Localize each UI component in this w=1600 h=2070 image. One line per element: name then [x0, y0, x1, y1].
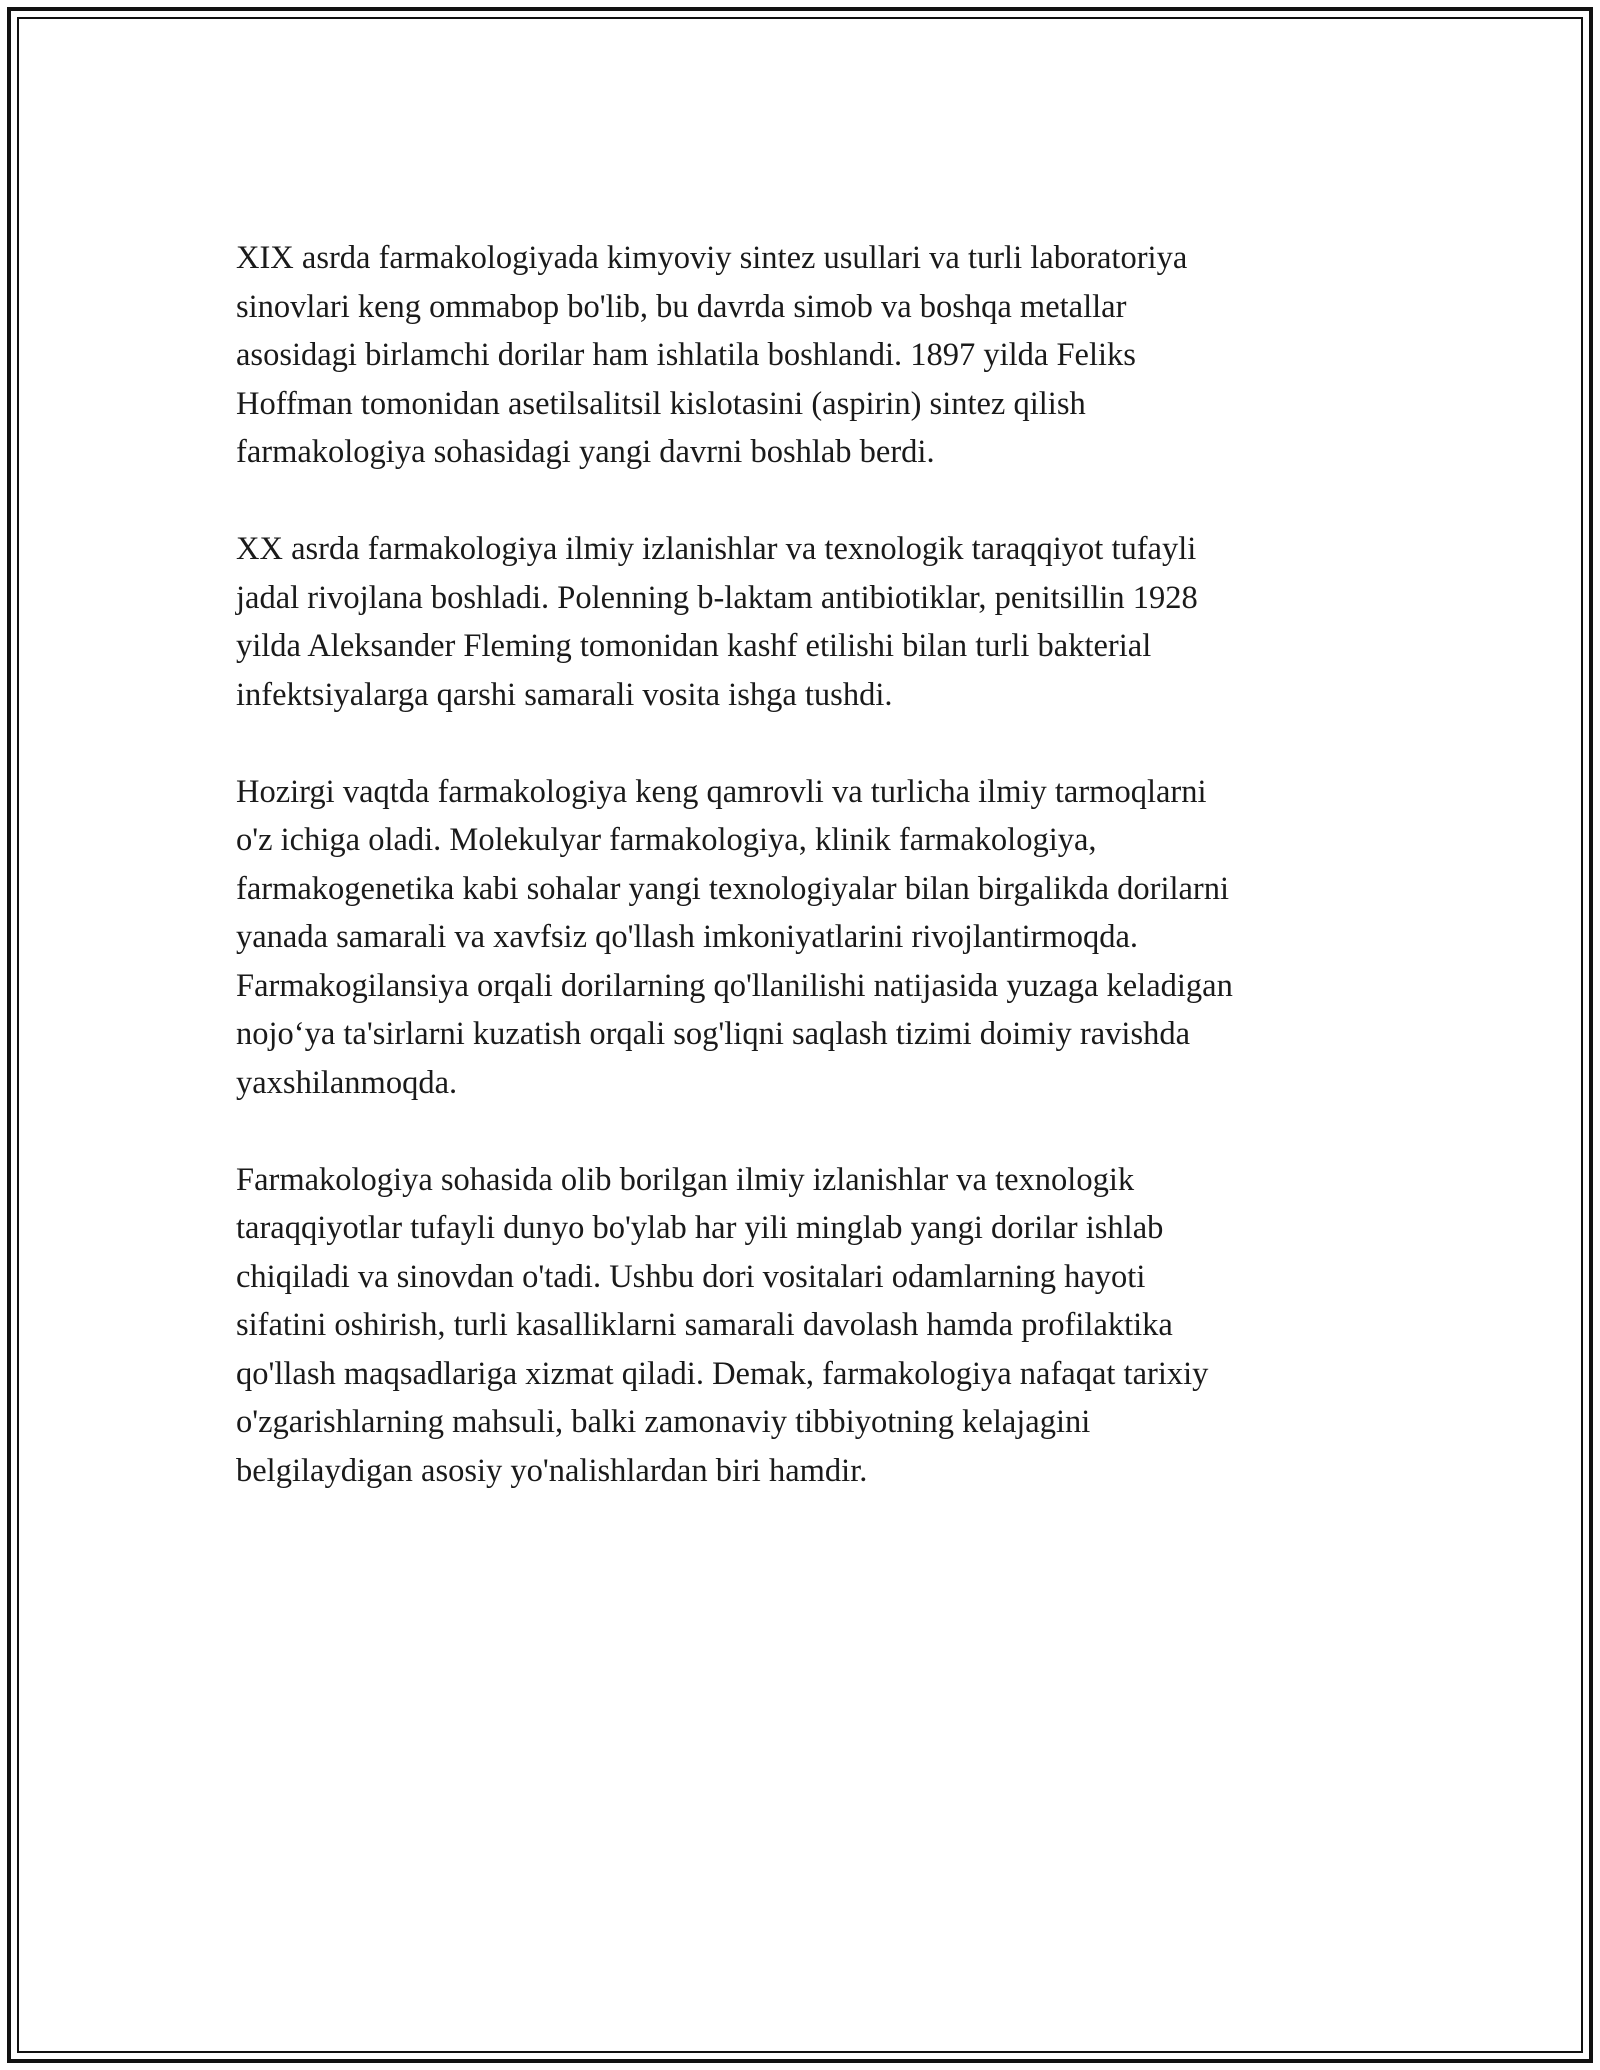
paragraph-conclusion: Farmakologiya sohasida olib borilgan ilmiy izlanishlar va texnologik taraqqiyotlar tufayli dunyo bo'ylab har yili minglab yangi dorilar ishlab chiqiladi va sinovdan o'tadi. Ushbu dori vositalari odamlarning hayoti sifatini oshirish, turli kasalliklarni samarali davolash hamda profilaktika qo'llash maqsadlariga xizmat qiladi. Demak, farmakologiya nafaqat tarixiy o'zgarishlarning mahsuli, balki zamonaviy tibbiyotning kelajagini belgilaydigan asosiy yo'nalishlardan biri hamdir. — [236, 1161, 1209, 1489]
paragraph-modern-pharmacology: Hozirgi vaqtda farmakologiya keng qamrovli va turlicha ilmiy tarmoqlarni o'z ichiga oladi. Molekulyar farmakologiya, klinik farmakologiya, farmakogenetika kabi sohalar yangi texnologiyalar bilan birgalikda dorilarni yanada samarali va xavfsiz qo'llash imkoniyatlarini rivojlantirmoqda. Farmakogilansiya orqali dorilarning qo'llanilishi natijasida yuzaga keladigan nojo‘ya ta'sirlarni kuzatish orqali sog'liqni saqlash tizimi doimiy ravishda yaxshilanmoqda. — [236, 773, 1233, 1101]
paragraph-xx-century: XX asrda farmakologiya ilmiy izlanishlar va texnologik taraqqiyot tufayli jadal rivojlana boshladi. Polenning b-laktam antibiotiklar, penitsillin 1928 yilda Aleksander Fleming tomonidan kashf etilishi bilan turli bakterial infektsiyalarga qarshi samarali vosita ishga tushdi. — [236, 531, 1198, 713]
document-body — [236, 234, 1366, 1544]
paragraph-xix-century: XIX asrda farmakologiyada kimyoviy sintez usullari va turli laboratoriya sinovlari keng ommabop bo'lib, bu davrda simob va boshqa metallar asosidagi birlamchi dorilar ham ishlatila boshlandi. 1897 yilda Feliks Hoffman tomonidan asetilsalitsil kislotasini (aspirin) sintez qilish farmakologiya sohasidagi yangi davrni boshlab berdi. — [236, 240, 1188, 470]
